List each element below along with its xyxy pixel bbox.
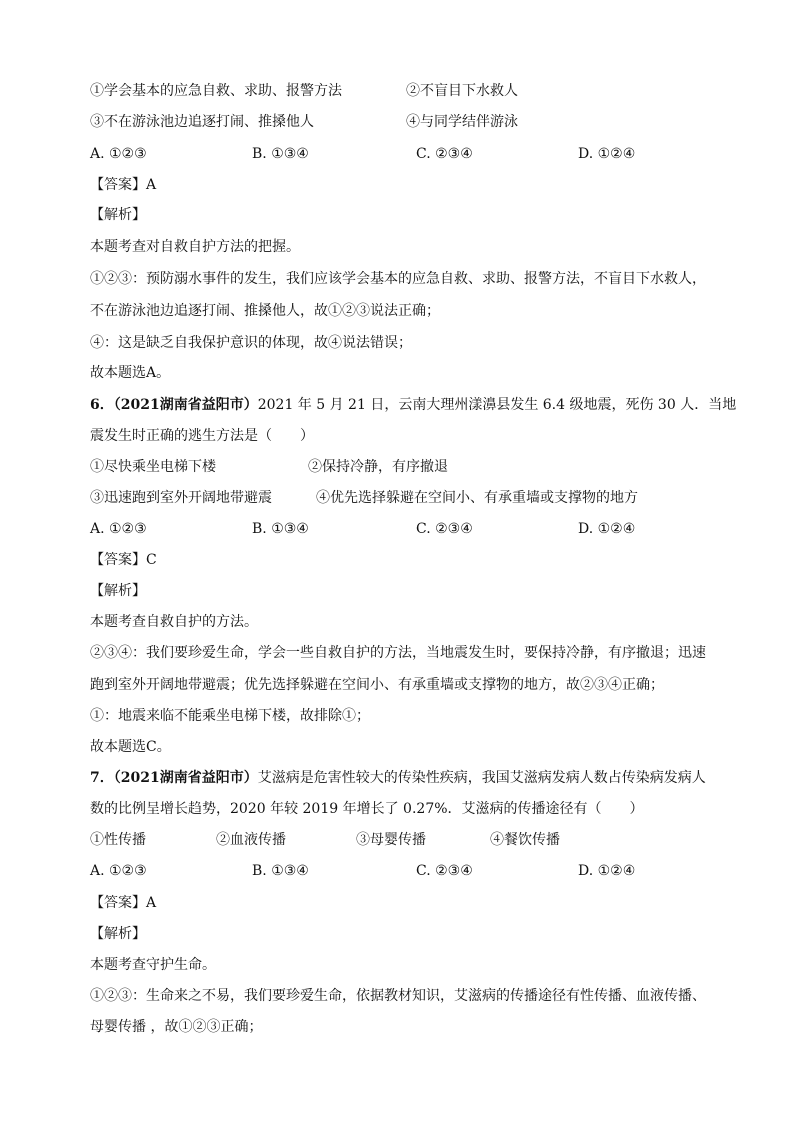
- q7-choice-d: D. ①②④: [578, 863, 636, 879]
- q6-analysis-line-2: ②③④：我们要珍爱生命，学会一些自救自护的方法，当地震发生时，要保持冷静，有序撤退；迅速: [90, 645, 706, 661]
- q5-choice-d: D. ①②④: [578, 146, 636, 162]
- q7-analysis-line-1: 本题考查守护生命。: [90, 957, 216, 973]
- q5-option-row-1: [90, 81, 710, 101]
- q6-analysis-line-1: 本题考查自救自护的方法。: [90, 614, 258, 630]
- q6-option-3: ③迅速跑到室外开阔地带避震: [90, 490, 272, 506]
- q7-option-1: ①性传播: [90, 832, 146, 848]
- q7-stem-line-1: [90, 768, 706, 788]
- q7-stem-line-2: 数的比例呈增长趋势，2020 年较 2019 年增长了 0.27%．艾滋病的传播途径有（ ）: [90, 801, 644, 817]
- q7-choice-c: C. ②③④: [416, 863, 473, 879]
- q6-analysis-label: 【解析】: [90, 583, 146, 599]
- q5-option-row-2: [90, 112, 710, 132]
- q7-analysis-line-3: 母婴传播 ，故①②③正确；: [90, 1019, 263, 1035]
- q5-choice-b: B. ①③④: [252, 146, 309, 162]
- q7-number: 7．: [90, 770, 114, 786]
- q6-analysis-line-4: ①：地震来临不能乘坐电梯下楼，故排除①；: [90, 708, 370, 724]
- q5-analysis-line-3: 不在游泳池边追逐打闹、推搡他人，故①②③说法正确；: [90, 303, 440, 319]
- q5-choice-c: C. ②③④: [416, 146, 473, 162]
- q7-choice-b: B. ①③④: [252, 863, 309, 879]
- q5-analysis-line-4: ④：这是缺乏自我保护意识的体现，故④说法错误；: [90, 335, 412, 351]
- q6-option-1: ①尽快乘坐电梯下楼: [90, 459, 216, 475]
- q6-option-2: ②保持冷静，有序撤退: [308, 459, 448, 475]
- q5-analysis-line-5: 故本题选A。: [90, 365, 171, 381]
- q7-option-3: ③母婴传播: [356, 832, 426, 848]
- q6-option-4: ④优先选择躲避在空间小、有承重墙或支撑物的地方: [316, 490, 638, 506]
- q6-analysis-line-3: 跑到室外开阔地带避震；优先选择躲避在空间小、有承重墙或支撑物的地方，故②③④正确；: [90, 677, 664, 693]
- q6-analysis-line-5: 故本题选C。: [90, 739, 171, 755]
- q5-analysis-line-2: ①②③：预防溺水事件的发生，我们应该学会基本的应急自救、求助、报警方法，不盲目下水救人，: [90, 271, 706, 287]
- q6-source: （2021湖南省益阳市）: [113, 397, 258, 413]
- q6-choice-a: A. ①②③: [90, 521, 147, 537]
- q7-analysis-line-2: ①②③：生命来之不易，我们要珍爱生命，依据教材知识，艾滋病的传播途径有性传播、血液传播、: [90, 988, 706, 1004]
- q7-choice-a: A. ①②③: [90, 863, 147, 879]
- q5-option-4: ④与同学结伴游泳: [406, 114, 518, 130]
- q5-choice-a: A. ①②③: [90, 146, 147, 162]
- q7-answer: 【答案】A: [90, 895, 157, 911]
- q7-source: （2021湖南省益阳市）: [113, 770, 258, 786]
- q6-number: 6．: [90, 397, 114, 413]
- q6-choice-c: C. ②③④: [416, 521, 473, 537]
- q6-stem-line-2: 震发生时正确的逃生方法是（ ）: [90, 428, 314, 444]
- q5-option-1: ①学会基本的应急自救、求助、报警方法: [90, 83, 342, 99]
- q5-option-2: ②不盲目下水救人: [406, 83, 518, 99]
- q6-stem-text: 2021 年 5 月 21 日，云南大理州漾濞县发生 6.4 级地震，死伤 30 人．当地: [257, 397, 737, 413]
- q7-stem-text: 艾滋病是危害性较大的传染性疾病，我国艾滋病发病人数占传染病发病人: [257, 770, 706, 786]
- q7-option-4: ④餐饮传播: [490, 832, 560, 848]
- q6-choice-d: D. ①②④: [578, 521, 636, 537]
- q7-option-2: ②血液传播: [216, 832, 286, 848]
- q6-stem-line-1: [90, 395, 736, 415]
- q6-answer: 【答案】C: [90, 552, 157, 568]
- q5-analysis-label: 【解析】: [90, 207, 146, 223]
- q6-option-row-1: [90, 457, 710, 477]
- q7-analysis-label: 【解析】: [90, 926, 146, 942]
- q6-option-row-2: [90, 488, 710, 508]
- q6-choice-b: B. ①③④: [252, 521, 309, 537]
- q5-answer: 【答案】A: [90, 177, 157, 193]
- q5-option-3: ③不在游泳池边追逐打闹、推搡他人: [90, 114, 314, 130]
- q5-analysis-line-1: 本题考查对自救自护方法的把握。: [90, 239, 300, 255]
